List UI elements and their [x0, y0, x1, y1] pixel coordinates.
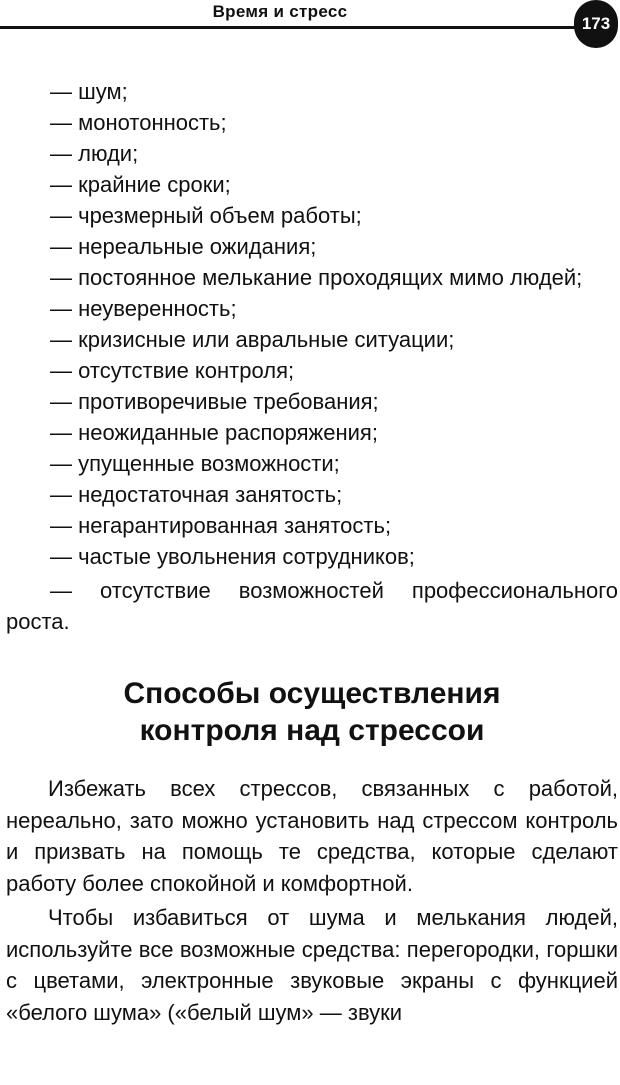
stressor-list	[6, 76, 618, 637]
list-item: — неожиданные распоряжения;	[50, 420, 378, 445]
list-item: — частые увольнения сотрудников;	[50, 544, 415, 569]
page-number: 173	[574, 0, 618, 48]
page-body	[6, 76, 618, 1028]
body-paragraph: Избежать всех стрессов, связанных с работой, нереально, зато можно установить над стрессом контроль и призвать на помощь те средства, которые сделают работу более спокойной и комфортной.	[6, 776, 618, 896]
list-item: — отсутствие возможностей профессионального роста.	[6, 578, 618, 634]
list-item: — недостаточная занятость;	[50, 482, 343, 507]
list-item: — шум;	[50, 79, 128, 104]
section-heading-line: Способы осуществления	[123, 677, 501, 710]
list-item: — негарантированная занятость;	[50, 513, 392, 538]
list-item: — отсутствие контроля;	[50, 358, 295, 383]
list-item: — люди;	[50, 141, 139, 166]
list-item: — крайние сроки;	[50, 172, 231, 197]
list-item: — монотонность;	[50, 110, 227, 135]
list-item: — постоянное мелькание проходящих мимо людей;	[50, 265, 583, 290]
page-header	[0, 0, 620, 48]
body-paragraph: Чтобы избавиться от шума и мелькания людей, используйте все возможные средства: перегородки, горшки с цветами, электронные звуковые экраны с функцией «белого шума» («белый шум» — звуки	[6, 905, 618, 1025]
list-item: — кризисные или авральные ситуации;	[50, 327, 455, 352]
list-item: — упущенные возможности;	[50, 451, 340, 476]
list-item: — чрезмерный объем работы;	[50, 203, 362, 228]
list-item: — неуверенность;	[50, 296, 237, 321]
header-rule	[0, 26, 578, 29]
list-item: — нереальные ожидания;	[50, 234, 317, 259]
section-heading	[6, 675, 618, 749]
running-title: Время и стресс	[212, 2, 348, 21]
list-item: — противоречивые требования;	[50, 389, 379, 414]
section-heading-line: контроля над стрессои	[139, 714, 485, 747]
